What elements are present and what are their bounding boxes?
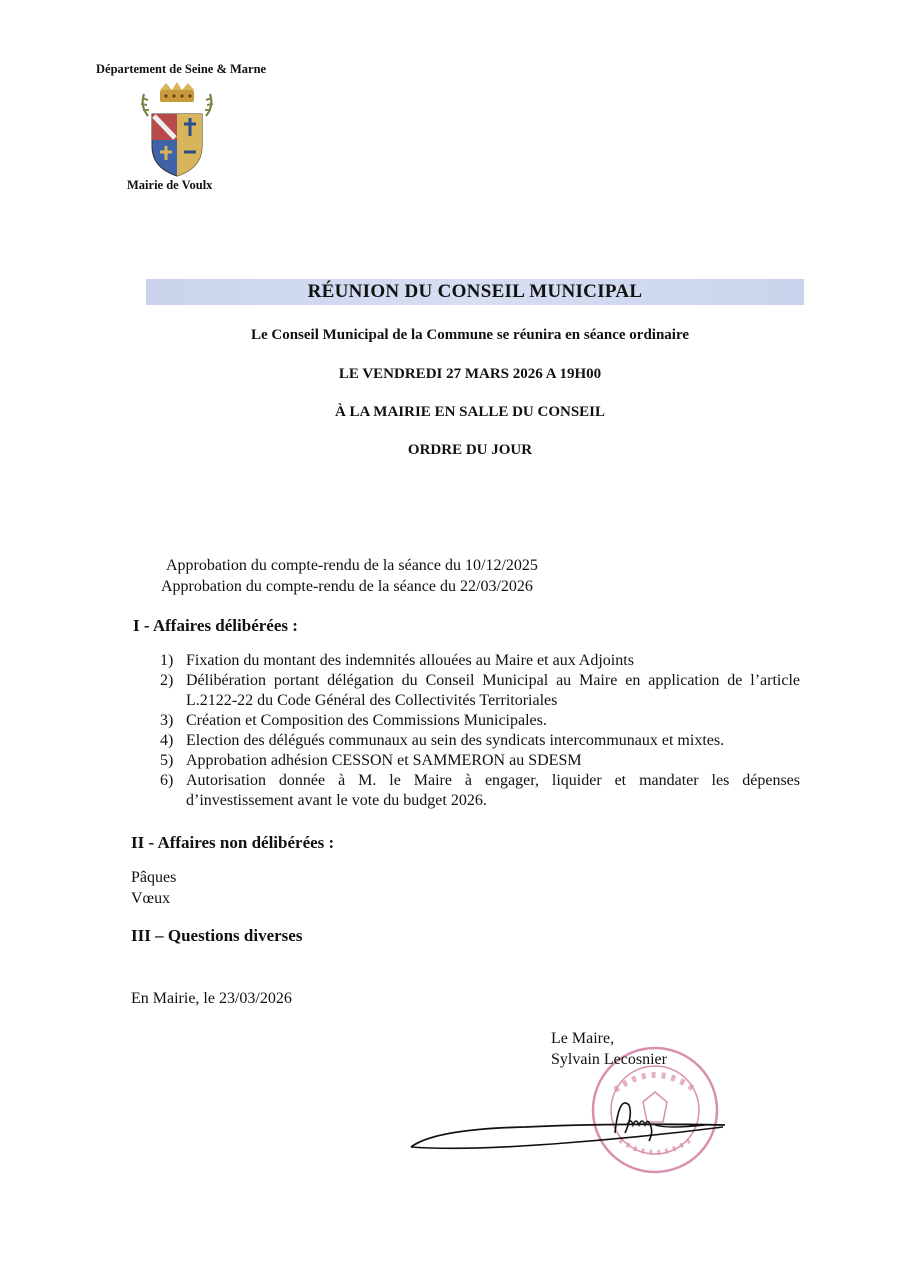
list-item: 6) Autorisation donnée à M. le Maire à engager, liquider et mandater les dépenses d’investissement avant le vote du budget 2026.: [160, 772, 800, 809]
section-2-heading: II - Affaires non délibérées :: [131, 833, 335, 852]
agenda-heading: ORDRE DU JOUR: [407, 442, 533, 458]
non-deliberated-item: Pâques: [131, 869, 177, 886]
meeting-date: LE VENDREDI 27 MARS 2026 A 19H00: [338, 366, 602, 382]
list-item: 3) Création et Composition des Commissions Municipales.: [160, 712, 547, 729]
list-item: 4) Election des délégués communaux au sein des syndicats intercommunaux et mixtes.: [160, 732, 725, 749]
mairie-label: Mairie de Voulx: [127, 178, 213, 192]
list-item: 1) Fixation du montant des indemnités allouées au Maire et aux Adjoints: [160, 652, 634, 669]
intro-line-1: Le Conseil Municipal de la Commune se réunira en séance ordinaire: [250, 327, 690, 343]
signature-icon: [405, 1085, 735, 1165]
list-item: 2) Délibération portant délégation du Conseil Municipal au Maire en application de l’article L.2122-22 du Code Général des Collectivités Territoriales: [160, 672, 800, 709]
coat-of-arms-icon: [138, 80, 216, 180]
place-date: En Mairie, le 23/03/2026: [131, 990, 292, 1007]
signatory-title: Le Maire,: [551, 1030, 615, 1047]
department-label: Département de Seine & Marne: [96, 62, 267, 76]
approval-line-1: Approbation du compte-rendu de la séance du 10/12/2025: [166, 557, 538, 574]
section-1-heading: I - Affaires délibérées :: [133, 616, 298, 635]
section-3-heading: III – Questions diverses: [131, 926, 303, 945]
signatory-name: Sylvain Lecosnier: [551, 1051, 667, 1068]
non-deliberated-item: Vœux: [131, 890, 171, 907]
approval-line-2: Approbation du compte-rendu de la séance du 22/03/2026: [161, 578, 533, 595]
page-title: RÉUNION DU CONSEIL MUNICIPAL: [307, 281, 643, 302]
meeting-location: À LA MAIRIE EN SALLE DU CONSEIL: [334, 404, 606, 420]
deliberated-items-list: [160, 651, 800, 811]
list-item: 5) Approbation adhésion CESSON et SAMMERON au SDESM: [160, 752, 582, 769]
